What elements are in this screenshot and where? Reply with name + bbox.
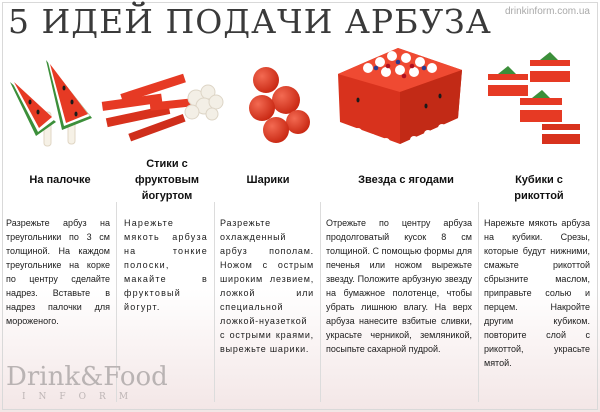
watermelon-balls-icon (240, 40, 320, 150)
watermelon-star-icon (328, 40, 468, 150)
column-divider (478, 202, 479, 402)
watermelon-sticks-icon (100, 40, 230, 150)
idea-label-cubes: Кубики с рикоттой (514, 174, 564, 202)
idea-text-cubes: Нарежьте мякоть арбуза на кубики. Срезы, которые будут нижними, смажьте рикоттой сбрызните маслом, приправьте солью и перцем. Накройте другим кубиком. повторите слой с рикоттой, украсьте мятой. (484, 218, 590, 368)
idea-text-popsicle: Разрежьте арбуз на треугольники по 3 см толщиной. На каждом треугольнике на корке по центру сделайте надрез. Вставьте в надрез палочки для мороженого. (6, 218, 110, 326)
brand-logo-subtitle: INFORM (22, 392, 142, 402)
idea-label-popsicle: На палочке (29, 174, 91, 186)
idea-label-star: Звезда с ягодами (358, 174, 454, 186)
site-url: drinkinform.com.ua (504, 6, 590, 17)
idea-text-sticks: Нарежьте мякоть арбуза на тонкие полоски, макайте в фруктовый йогурт. (124, 218, 208, 312)
idea-label-sticks: Стики с фруктовым йогуртом (134, 158, 200, 202)
column-divider (320, 202, 321, 402)
brand-logo: Drink&Food (6, 362, 168, 392)
column-divider (214, 202, 215, 402)
idea-text-star: Отрежьте по центру арбуза продолговатый кусок 8 см толщиной. С помощью формы для печенья или ножом вырежьте звезду. Положите арбузную звезду на бумажное полотенце, чтобы убрать лишнюю влагу. На верх арбуза нанесите взбитые сливки, украсьте черникой, земляникой, посыпьте сахарной пудрой. (326, 218, 472, 354)
idea-text-balls: Разрежьте охлажденный арбуз пополам. Ножом с острым широким лезвием, ложкой или специальной ложкой-нуазеткой с острыми краями, вырежьте шарики. (220, 218, 314, 354)
idea-label-balls: Шарики (246, 174, 290, 186)
watermelon-cubes-icon (480, 40, 590, 150)
page-title: 5 ИДЕЙ ПОДАЧИ АРБУЗА (8, 2, 492, 41)
watermelon-popsicle-icon (6, 40, 98, 150)
